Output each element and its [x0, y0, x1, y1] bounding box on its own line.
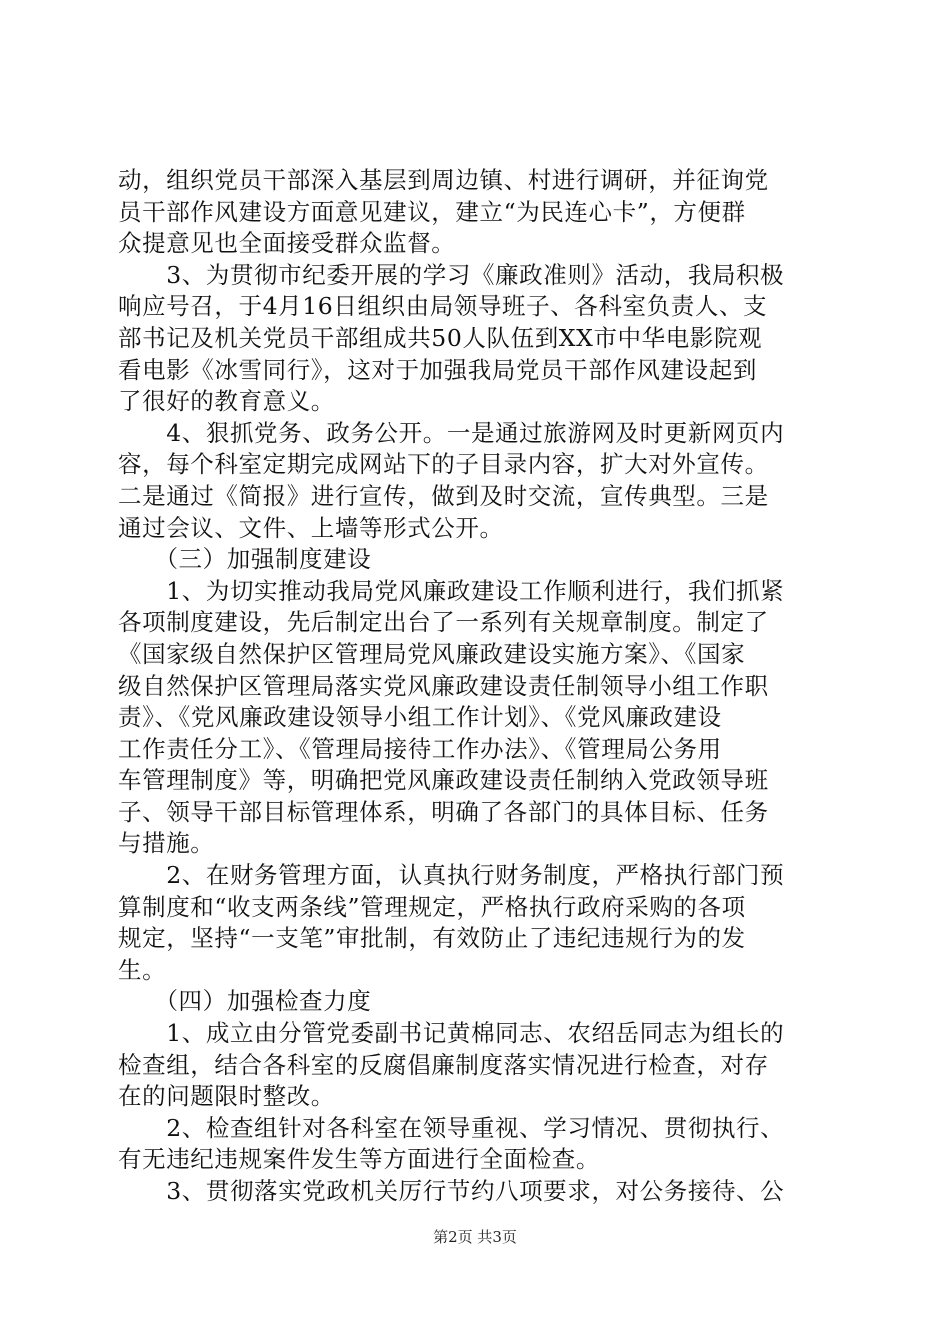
text-line: 1、成立由分管党委副书记黄棉同志、农绍岳同志为组长的 [118, 1019, 785, 1048]
text-line: 在的问题限时整改。 [118, 1082, 335, 1111]
text-line: 了很好的教育意义。 [118, 387, 335, 416]
text-line: 算制度和“收支两条线”管理规定，严格执行政府采购的各项 [118, 892, 746, 921]
text-line: 车管理制度》等，明确把党风廉政建设责任制纳入党政领导班 [118, 766, 769, 795]
body-text [118, 165, 838, 1208]
text-line: 工作责任分工》、《管理局接待工作办法》、《管理局公务用 [118, 734, 722, 763]
text-line: 有无违纪违规案件发生等方面进行全面检查。 [118, 1145, 600, 1174]
text-line: 部书记及机关党员干部组成共50人队伍到XX市中华电影院观 [118, 323, 763, 352]
text-line: 响应号召，于4月16日组织由局领导班子、各科室负责人、支 [118, 292, 768, 321]
text-line: 与措施。 [118, 829, 215, 858]
text-line: 通过会议、文件、上墙等形式公开。 [118, 513, 504, 542]
text-line: 责》、《党风廉政建设领导小组工作计划》、《党风廉政建设 [118, 703, 722, 732]
section-heading: （四）加强检查力度 [118, 987, 372, 1016]
page-number-footer: 第2页 共3页 [433, 1228, 517, 1246]
text-line: 员干部作风建设方面意见建议，建立“为民连心卡”，方便群 [118, 197, 746, 226]
text-line: 检查组，结合各科室的反腐倡廉制度落实情况进行检查，对存 [118, 1050, 769, 1079]
text-line: 生。 [118, 955, 167, 984]
text-line: 2、在财务管理方面，认真执行财务制度，严格执行部门预 [118, 861, 785, 890]
text-line: 众提意见也全面接受群众监督。 [118, 229, 456, 258]
text-line: 子、领导干部目标管理体系，明确了各部门的具体目标、任务 [118, 797, 769, 826]
text-line: 规定，坚持“一支笔”审批制，有效防止了违纪违规行为的发 [118, 924, 746, 953]
text-line: 二是通过《简报》进行宣传，做到及时交流，宣传典型。三是 [118, 481, 769, 510]
text-line: 2、检查组针对各科室在领导重视、学习情况、贯彻执行、 [118, 1113, 785, 1142]
text-line: 看电影《冰雪同行》，这对于加强我局党员干部作风建设起到 [118, 355, 757, 384]
text-line: 1、为切实推动我局党风廉政建设工作顺利进行，我们抓紧 [118, 576, 785, 605]
text-line: 动，组织党员干部深入基层到周边镇、村进行调研，并征询党 [118, 166, 769, 194]
text-line: 级自然保护区管理局落实党风廉政建设责任制领导小组工作职 [118, 671, 769, 700]
text-line: 《国家级自然保护区管理局党风廉政建设实施方案》、《国家 [118, 639, 746, 668]
section-heading: （三）加强制度建设 [118, 545, 372, 574]
text-line: 各项制度建设，先后制定出台了一系列有关规章制度。制定了 [118, 608, 769, 637]
text-line: 容，每个科室定期完成网站下的子目录内容，扩大对外宣传。 [118, 450, 769, 479]
text-line: 3、为贯彻市纪委开展的学习《廉政准则》活动，我局积极 [118, 260, 785, 289]
text-line: 3、贯彻落实党政机关厉行节约八项要求，对公务接待、公 [118, 1177, 785, 1205]
text-line: 4、狠抓党务、政务公开。一是通过旅游网及时更新网页内 [118, 418, 785, 447]
